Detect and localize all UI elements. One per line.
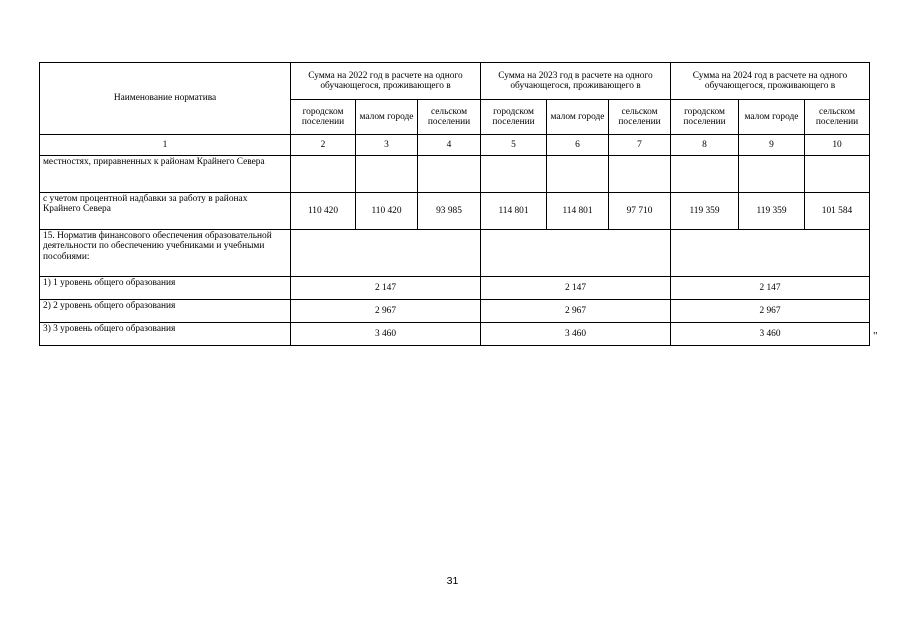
merged-value-cell: 2 147 — [291, 277, 481, 300]
row-label: 3) 3 уровень общего образования — [40, 323, 291, 346]
value-cell — [805, 156, 870, 193]
column-number: 4 — [418, 135, 481, 156]
value-cell — [356, 156, 418, 193]
subcol-small-town: малом городе — [547, 100, 609, 135]
header-group-2024: Сумма на 2024 год в расчете на одного обучающегося, проживающего в — [671, 63, 870, 100]
row-label: с учетом процентной надбавки за работу в районах Крайнего Севера — [40, 193, 291, 230]
subcol-urban: городском поселении — [481, 100, 547, 135]
column-number: 8 — [671, 135, 739, 156]
header-group-2022: Сумма на 2022 год в расчете на одного обучающегося, проживающего в — [291, 63, 481, 100]
table-row — [40, 323, 870, 346]
merged-value-cell: 2 967 — [291, 300, 481, 323]
value-cell: 93 985 — [418, 193, 481, 230]
column-number: 9 — [739, 135, 805, 156]
subcol-rural: сельском поселении — [805, 100, 870, 135]
merged-value-cell — [481, 230, 671, 277]
header-name-cell: Наименование норматива — [40, 63, 291, 135]
value-cell: 110 420 — [356, 193, 418, 230]
merged-value-cell — [671, 230, 870, 277]
table-row — [40, 277, 870, 300]
row-label: местностях, приравненных к районам Крайнего Севера — [40, 156, 291, 193]
value-cell — [739, 156, 805, 193]
normatives-table — [39, 62, 870, 346]
column-number: 7 — [609, 135, 671, 156]
value-cell — [481, 156, 547, 193]
value-cell: 114 801 — [547, 193, 609, 230]
column-number-row — [40, 135, 870, 156]
merged-value-cell — [291, 230, 481, 277]
value-cell — [418, 156, 481, 193]
row-label: 2) 2 уровень общего образования — [40, 300, 291, 323]
value-cell: 119 359 — [739, 193, 805, 230]
subcol-rural: сельском поселении — [609, 100, 671, 135]
header-row-groups — [40, 63, 870, 100]
column-number: 6 — [547, 135, 609, 156]
value-cell — [547, 156, 609, 193]
table-row — [40, 230, 870, 277]
row-label: 15. Норматив финансового обеспечения образовательной деятельности по обеспечению учебниками и учебными пособиями: — [40, 230, 291, 277]
subcol-small-town: малом городе — [739, 100, 805, 135]
column-number: 3 — [356, 135, 418, 156]
subcol-small-town: малом городе — [356, 100, 418, 135]
table-row — [40, 193, 870, 230]
header-group-2023: Сумма на 2023 год в расчете на одного обучающегося, проживающего в — [481, 63, 671, 100]
column-number: 10 — [805, 135, 870, 156]
column-number: 2 — [291, 135, 356, 156]
merged-value-cell: 3 460 — [481, 323, 671, 346]
value-cell — [291, 156, 356, 193]
merged-value-cell: 2 147 — [671, 277, 870, 300]
merged-value-cell: 2 147 — [481, 277, 671, 300]
value-cell — [609, 156, 671, 193]
value-cell: 119 359 — [671, 193, 739, 230]
column-number: 1 — [40, 135, 291, 156]
subcol-rural: сельском поселении — [418, 100, 481, 135]
column-number: 5 — [481, 135, 547, 156]
subcol-urban: городском поселении — [291, 100, 356, 135]
merged-value-cell: 3 460 — [291, 323, 481, 346]
value-cell: 114 801 — [481, 193, 547, 230]
page-number: 31 — [446, 575, 459, 587]
value-cell: 101 584 — [805, 193, 870, 230]
table-row — [40, 156, 870, 193]
closing-quote-mark: " — [873, 330, 878, 342]
subcol-urban: городском поселении — [671, 100, 739, 135]
merged-value-cell: 2 967 — [671, 300, 870, 323]
merged-value-cell: 2 967 — [481, 300, 671, 323]
value-cell: 97 710 — [609, 193, 671, 230]
value-cell: 110 420 — [291, 193, 356, 230]
row-label: 1) 1 уровень общего образования — [40, 277, 291, 300]
table-row — [40, 300, 870, 323]
merged-value-cell: 3 460 — [671, 323, 870, 346]
value-cell — [671, 156, 739, 193]
